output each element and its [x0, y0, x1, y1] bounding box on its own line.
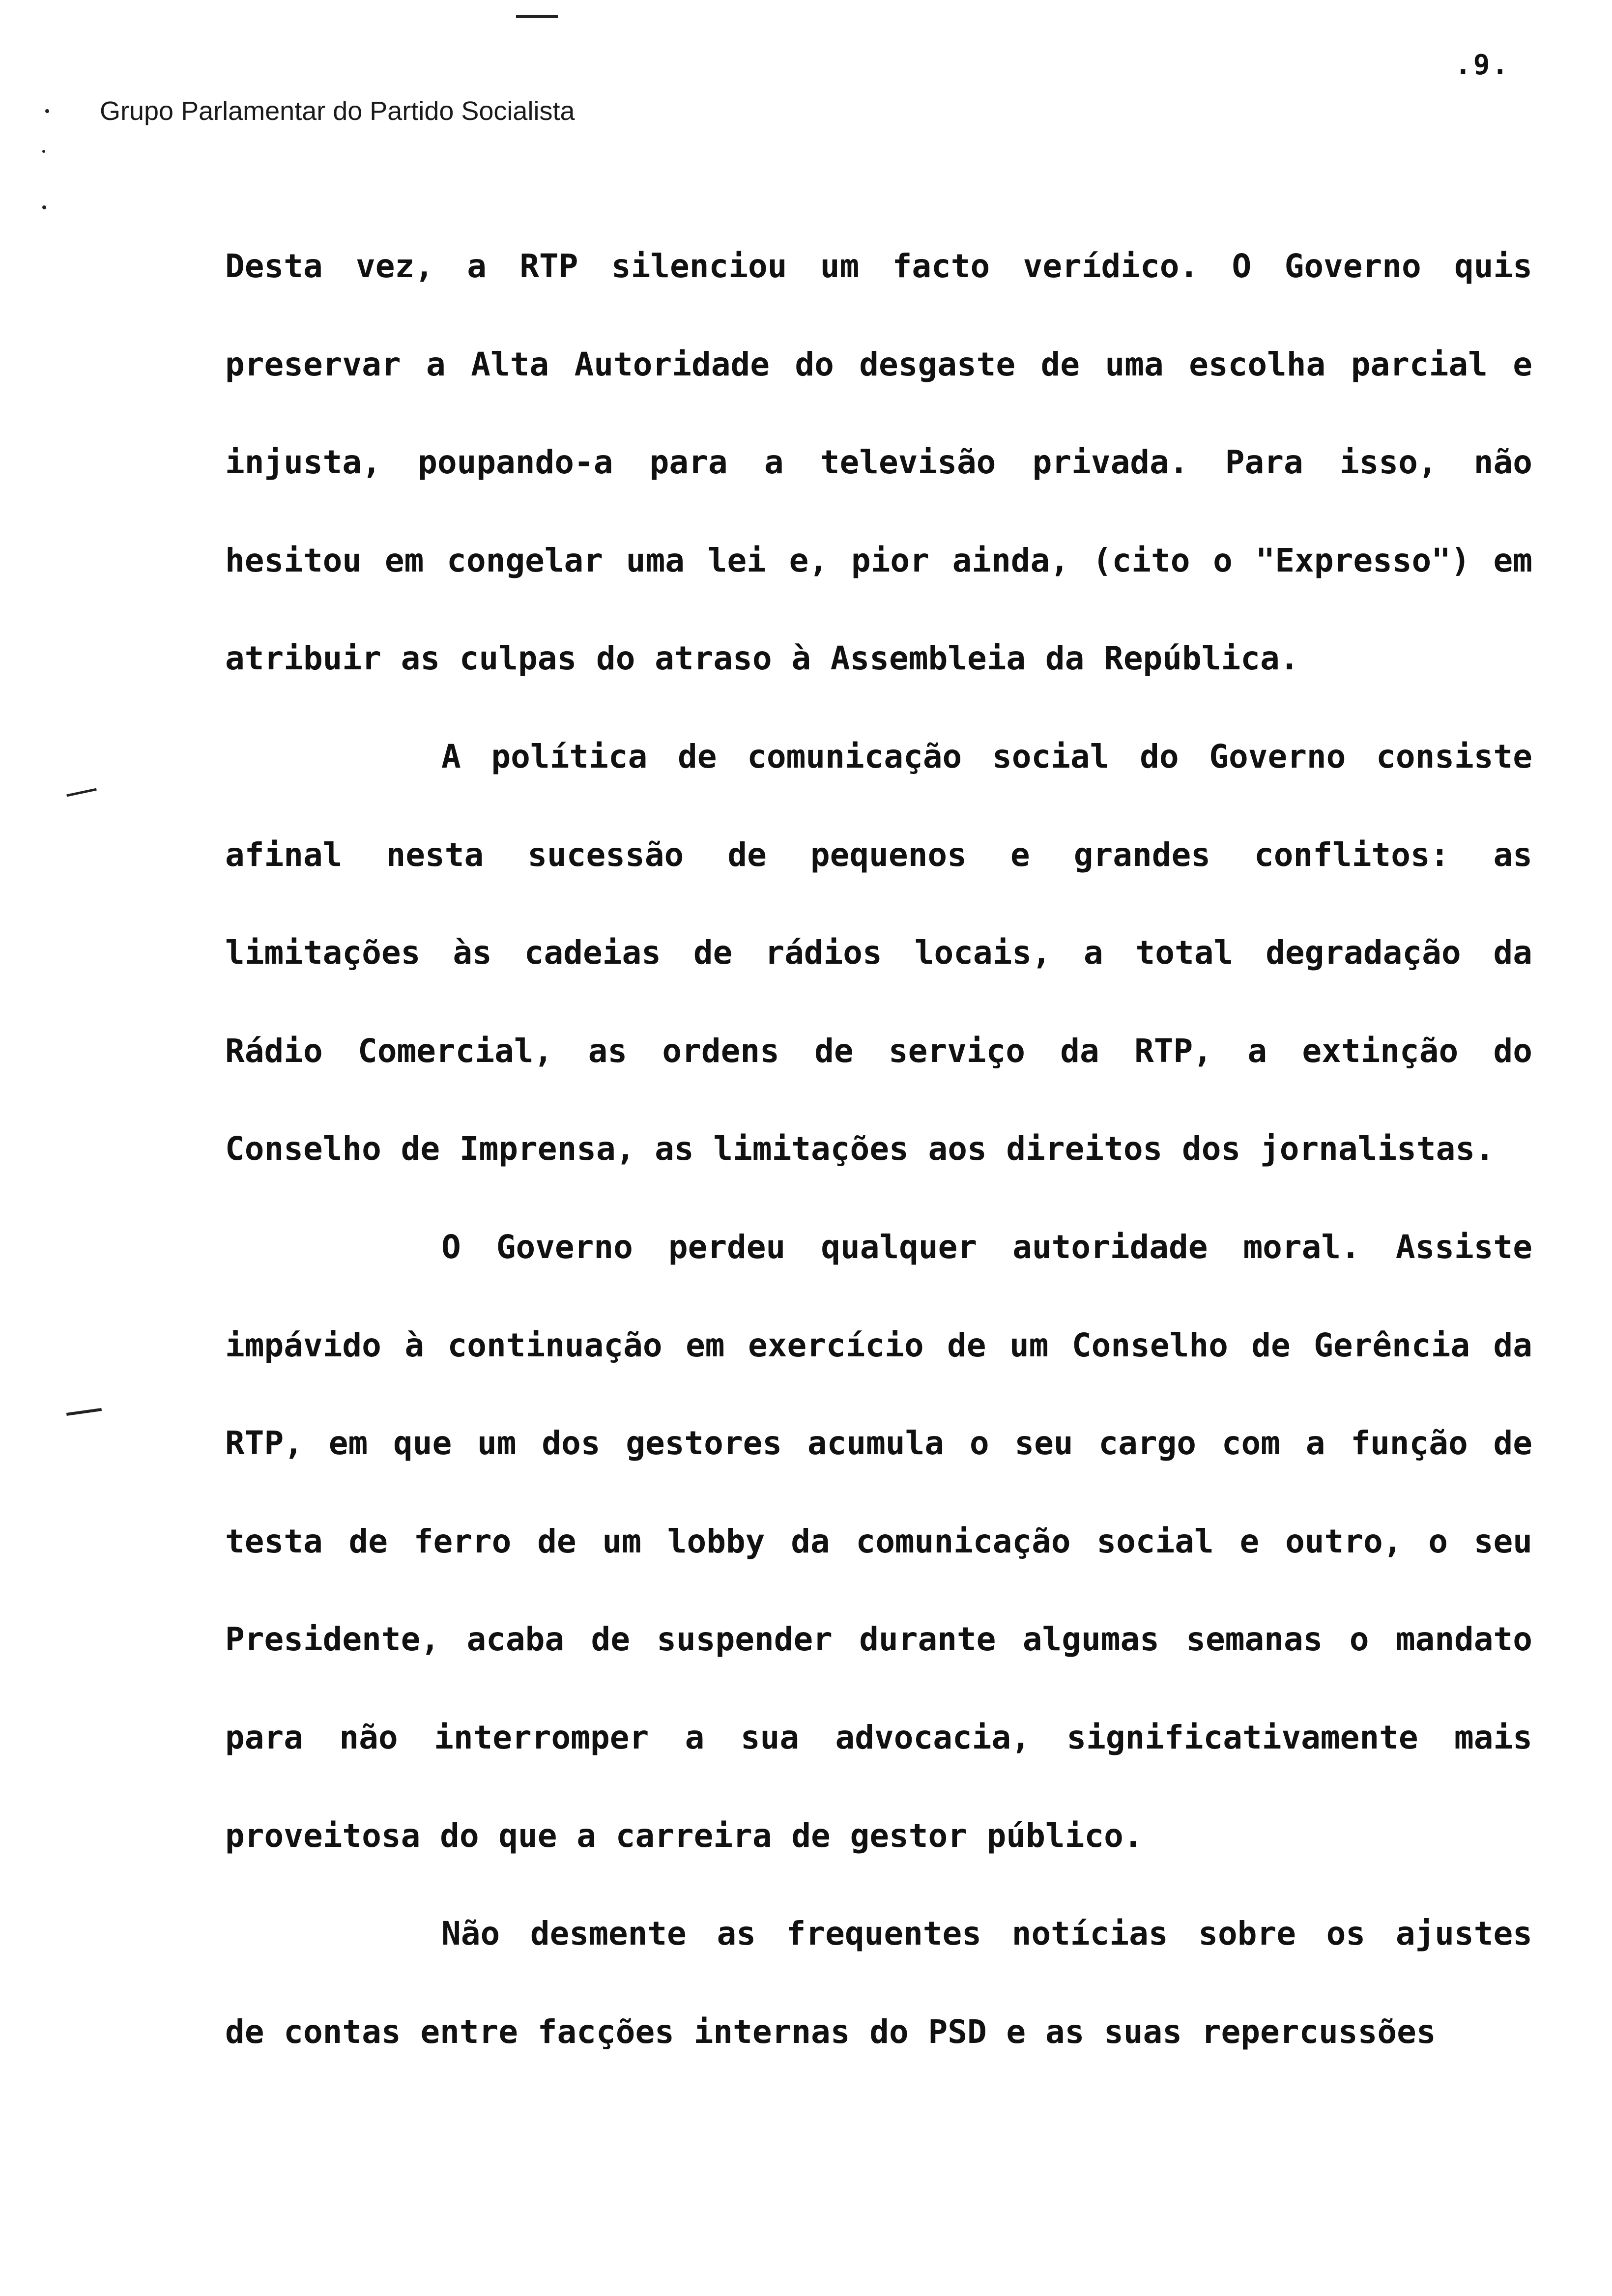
body-line: Conselho de Imprensa, as limitações aos direitos dos jornalistas.: [225, 1130, 1495, 1168]
body-line: para não interromper a sua advocacia, significativamente mais: [225, 1718, 1532, 1756]
body-line: impávido à continuação em exercício de um Conselho de Gerência da: [225, 1326, 1532, 1364]
scan-mark-left-1: [45, 109, 49, 113]
body-line: Presidente, acaba de suspender durante algumas semanas o mandato: [225, 1620, 1532, 1659]
body-text: [225, 244, 1532, 2108]
body-line: proveitosa do que a carreira de gestor público.: [225, 1816, 1143, 1855]
body-line: testa de ferro de um lobby da comunicação social e outro, o seu: [225, 1522, 1532, 1560]
body-line: Desta vez, a RTP silenciou um facto verídico. O Governo quis: [225, 247, 1532, 285]
scan-mark-left-5: [66, 1408, 102, 1416]
body-line: hesitou em congelar uma lei e, pior ainda, (cito o "Expresso") em: [225, 541, 1532, 579]
body-line: Rádio Comercial, as ordens de serviço da RTP, a extinção do: [225, 1032, 1532, 1070]
body-line: Não desmente as frequentes notícias sobre os ajustes: [441, 1915, 1532, 1953]
body-line: afinal nesta sucessão de pequenos e grandes conflitos: as: [225, 835, 1532, 874]
letterhead-organization: Grupo Parlamentar do Partido Socialista: [100, 96, 575, 126]
body-line: preservar a Alta Autoridade do desgaste de uma escolha parcial e: [225, 345, 1532, 383]
body-line: injusta, poupando-a para a televisão privada. Para isso, não: [225, 443, 1532, 482]
scan-mark-left-2: [42, 150, 45, 153]
scan-mark-left-4: [66, 788, 97, 797]
body-line: A política de comunicação social do Governo consiste: [441, 737, 1532, 775]
scan-mark-top: [516, 15, 558, 18]
body-line: RTP, em que um dos gestores acumula o seu cargo com a função de: [225, 1424, 1532, 1463]
page-number: .9.: [1455, 49, 1511, 81]
scan-mark-left-3: [42, 205, 46, 209]
body-line: de contas entre facções internas do PSD e as suas repercussões: [225, 2012, 1436, 2051]
body-line: atribuir as culpas do atraso à Assembleia da República.: [225, 639, 1299, 678]
body-line: O Governo perdeu qualquer autoridade moral. Assiste: [441, 1228, 1532, 1266]
body-line: limitações às cadeias de rádios locais, a total degradação da: [225, 934, 1532, 972]
